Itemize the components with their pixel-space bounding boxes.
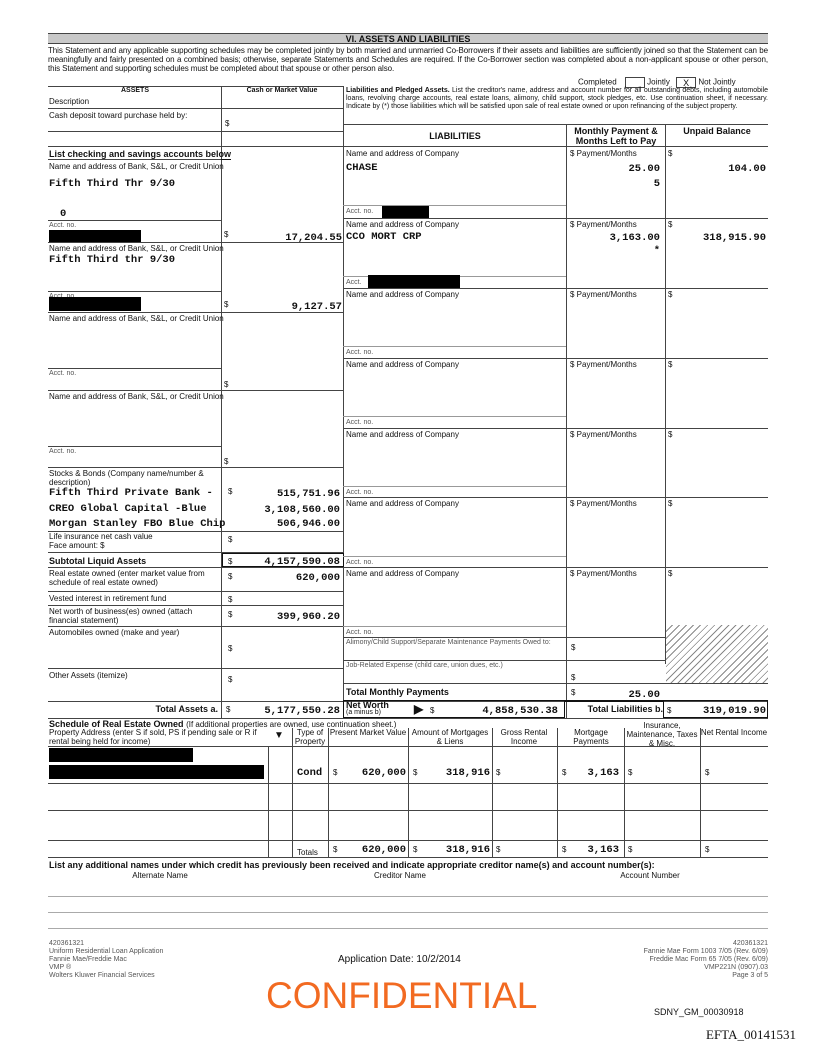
total-assets-value: 5,177,550.28 <box>264 705 340 717</box>
bank-name-label: Name and address of Bank, S&L, or Credit Union <box>49 392 224 401</box>
liabilities-note-text: List the creditor's name, address and account number for all outstanding debts, including automobile loans, revolving charge accounts, real estate loans, alimony, child support, stock pledges, etc. Use continuation sheet, if necessary. Indicate by (*) those liabilities which will be satisfied upon sale of real estate owned or upon refinancing of the subject property. <box>346 87 769 110</box>
liability-name: CCO MORT CRP <box>346 231 422 243</box>
net-worth-sub: (a minus b) <box>346 709 382 716</box>
stock-name: Morgan Stanley FBO Blue Chip <box>49 518 226 530</box>
redaction-box <box>49 765 264 779</box>
bank-extra-value: 0 <box>60 208 67 220</box>
account-number-header: Account Number <box>620 871 680 880</box>
section-title: VI. ASSETS AND LIABILITIES <box>48 33 768 44</box>
redaction-box <box>382 206 429 218</box>
reo-title-note: (If additional properties are owned, use continuation sheet.) <box>186 720 397 729</box>
company-label: Name and address of Company <box>346 360 459 369</box>
life-insurance-label: Life insurance net cash value <box>49 532 153 541</box>
footer-left: 420361321 Uniform Residential Loan Application Fannie Mae/Freddie Mac VMP ® Wolters Kluwer Financial Services <box>49 940 164 979</box>
subtotal-liquid-label: Subtotal Liquid Assets <box>49 556 147 566</box>
unpaid-balance-heading: Unpaid Balance <box>683 126 751 136</box>
stock-name: CREO Global Capital -Blue <box>49 503 207 515</box>
hatched-area <box>666 625 768 683</box>
reo-market-value: 620,000 <box>361 767 406 779</box>
alimony-label: Alimony/Child Support/Separate Maintenance Payments Owed to: <box>346 639 551 646</box>
payment-months-label: $ Payment/Months <box>570 499 637 508</box>
bank-acct-label: Acct. no. <box>49 222 77 229</box>
total-monthly-value: 25.00 <box>628 689 660 701</box>
real-estate-owned-value: 620,000 <box>295 572 340 584</box>
reo-gross-header: Gross Rental Income <box>500 728 548 746</box>
payment-months-label: $ Payment/Months <box>570 149 637 158</box>
total-assets-label: Total Assets a. <box>155 704 218 714</box>
confidential-stamp: CONFIDENTIAL <box>266 975 538 1016</box>
business-net-worth-label: Net worth of business(es) owned (attach financial statement) <box>49 607 193 625</box>
bank-name-value: Fifth Third Thr 9/30 <box>49 178 176 190</box>
other-assets-label: Other Assets (itemize) <box>49 671 128 680</box>
intro-paragraph: This Statement and any applicable supporting schedules may be completed jointly by both married and unmarried Co-Borrowers if their assets and liabilities are sufficiently joined so that the Statement can be meaningfully and fairly presented on a combined basis; otherwise, separate Statements and Schedules are required. If the Co-Borrower section was completed about a non-applicant spouse or other person, this Statement and supporting schedules must be completed about that spouse or other person also. <box>48 46 768 73</box>
not-jointly-label: Not Jointly <box>698 77 736 87</box>
liability-acct-label: Acct. <box>346 279 362 286</box>
liability-months: * <box>653 245 660 257</box>
redaction-box <box>49 297 141 311</box>
redaction-box <box>49 748 193 762</box>
footer-right: 420361321 Fannie Mae Form 1003 7/05 (Rev. 6/09) Freddie Mac Form 65 7/05 (Rev. 6/09) VMP221N (0907).03 Page 3 of 5 <box>643 940 768 979</box>
net-worth-value: 4,858,530.38 <box>482 705 558 717</box>
reo-payments-header: Mortgage Payments <box>573 728 609 746</box>
payment-months-label: $ Payment/Months <box>570 430 637 439</box>
bank-acct-label: Acct. no. <box>49 448 77 455</box>
reo-mortgages-header: Amount of Mortgages & Liens <box>411 728 489 746</box>
company-label: Name and address of Company <box>346 499 459 508</box>
checking-savings-heading: List checking and savings accounts below <box>49 149 232 159</box>
not-jointly-checkbox[interactable]: X <box>676 77 696 88</box>
stock-value: 3,108,560.00 <box>264 504 340 516</box>
total-monthly-label: Total Monthly Payments <box>346 687 449 697</box>
total-liabilities-value: 319,019.90 <box>702 705 766 717</box>
company-label: Name and address of Company <box>346 149 459 158</box>
completed-label: Completed <box>578 77 617 87</box>
stocks-bonds-label: Stocks & Bonds (Company name/number & description) <box>49 469 204 487</box>
assets-heading: ASSETS <box>120 87 149 94</box>
liability-balance: 104.00 <box>728 163 766 175</box>
liabilities-heading: LIABILITIES <box>429 131 481 141</box>
jointly-label: Jointly <box>647 77 670 87</box>
liability-name: CHASE <box>346 162 378 174</box>
efta-number: EFTA_00141531 <box>706 1027 796 1042</box>
bank-value: 9,127.57 <box>291 301 342 313</box>
bates-number: SDNY_GM_00030918 <box>654 1007 744 1017</box>
liabilities-note <box>346 87 768 111</box>
bank-acct-label: Acct. no. <box>49 370 77 377</box>
face-amount-label: Face amount: $ <box>49 541 105 550</box>
liability-acct-label: Acct. no. <box>346 559 374 566</box>
liability-payment: 25.00 <box>628 163 660 175</box>
arrow-right-icon: ▶ <box>414 702 424 716</box>
stock-name: Fifth Third Private Bank - <box>49 487 213 499</box>
reo-title: Schedule of Real Estate Owned <box>49 719 184 729</box>
company-label: Name and address of Company <box>346 290 459 299</box>
subtotal-liquid-value: 4,157,590.08 <box>264 556 340 568</box>
reo-insurance-header: Insurance, Maintenance, Taxes & Misc. <box>626 721 698 748</box>
liability-balance: 318,915.90 <box>702 232 766 244</box>
reo-totals-mortgages: 318,916 <box>445 844 490 856</box>
reo-payments-value: 3,163 <box>587 767 619 779</box>
total-liabilities-label: Total Liabilities b. <box>587 704 663 714</box>
liability-acct-label: Acct. no. <box>346 349 374 356</box>
triangle-down-icon: ▼ <box>274 730 284 741</box>
reo-net-header: Net Rental Income <box>700 728 768 737</box>
additional-names-title: List any additional names under which credit has previously been received and indicate appropriate creditor name(s) and account number(s): <box>49 860 655 870</box>
application-date: Application Date: 10/2/2014 <box>338 954 461 965</box>
payment-months-label: $ Payment/Months <box>570 360 637 369</box>
reo-totals-market: 620,000 <box>361 844 406 856</box>
automobiles-label: Automobiles owned (make and year) <box>49 628 180 637</box>
company-label: Name and address of Company <box>346 430 459 439</box>
stock-value: 506,946.00 <box>276 518 340 530</box>
redaction-box <box>49 230 141 242</box>
monthly-payment-heading: Monthly Payment & Months Left to Pay <box>574 126 658 146</box>
company-label: Name and address of Company <box>346 220 459 229</box>
payment-months-label: $ Payment/Months <box>570 220 637 229</box>
cash-deposit-dollar: $ <box>225 119 230 128</box>
stock-value: 515,751.96 <box>276 488 340 500</box>
job-expense-label: Job-Related Expense (child care, union dues, etc.) <box>346 662 503 669</box>
reo-market-header: Present Market Value <box>329 728 407 737</box>
bank-value: 17,204.55 <box>285 232 342 244</box>
liability-acct-label: Acct. no. <box>346 208 374 215</box>
payment-months-label: $ Payment/Months <box>570 290 637 299</box>
reo-type-value: Cond <box>297 767 323 779</box>
liability-acct-label: Acct. no. <box>346 419 374 426</box>
reo-totals-label: Totals <box>297 848 318 857</box>
cash-deposit-label: Cash deposit toward purchase held by: <box>49 111 188 120</box>
reo-address-header: Property Address (enter S if sold, PS if pending sale or R if rental being held for income) <box>49 728 257 746</box>
bank-name-label: Name and address of Bank, S&L, or Credit Union <box>49 244 224 253</box>
redaction-box <box>368 275 460 288</box>
cash-value-heading: Cash or Market Value <box>246 87 318 94</box>
real-estate-owned-label: Real estate owned (enter market value from schedule of real estate owned) <box>49 569 205 587</box>
reo-mortgages-value: 318,916 <box>445 767 490 779</box>
creditor-name-header: Creditor Name <box>373 871 426 880</box>
liability-months: 5 <box>653 178 660 190</box>
description-heading: Description <box>49 97 90 106</box>
company-label: Name and address of Company <box>346 569 459 578</box>
reo-totals-payments: 3,163 <box>587 844 619 856</box>
liability-acct-label: Acct. no. <box>346 489 374 496</box>
business-net-worth-value: 399,960.20 <box>276 611 340 623</box>
liability-acct-label: Acct. no. <box>346 629 374 636</box>
liabilities-note-bold: Liabilities and Pledged Assets. <box>346 87 450 94</box>
bank-name-value: Fifth Third thr 9/30 <box>49 254 176 266</box>
retirement-label: Vested interest in retirement fund <box>49 594 167 603</box>
reo-type-header: Type of Property <box>294 728 326 746</box>
net-worth-label: Net Worth <box>346 700 389 710</box>
bank-name-label: Name and address of Bank, S&L, or Credit Union <box>49 314 224 323</box>
bank-name-label: Name and address of Bank, S&L, or Credit Union <box>49 162 224 171</box>
alternate-name-header: Alternate Name <box>132 871 188 880</box>
payment-months-label: $ Payment/Months <box>570 569 637 578</box>
liability-payment: 3,163.00 <box>609 232 660 244</box>
